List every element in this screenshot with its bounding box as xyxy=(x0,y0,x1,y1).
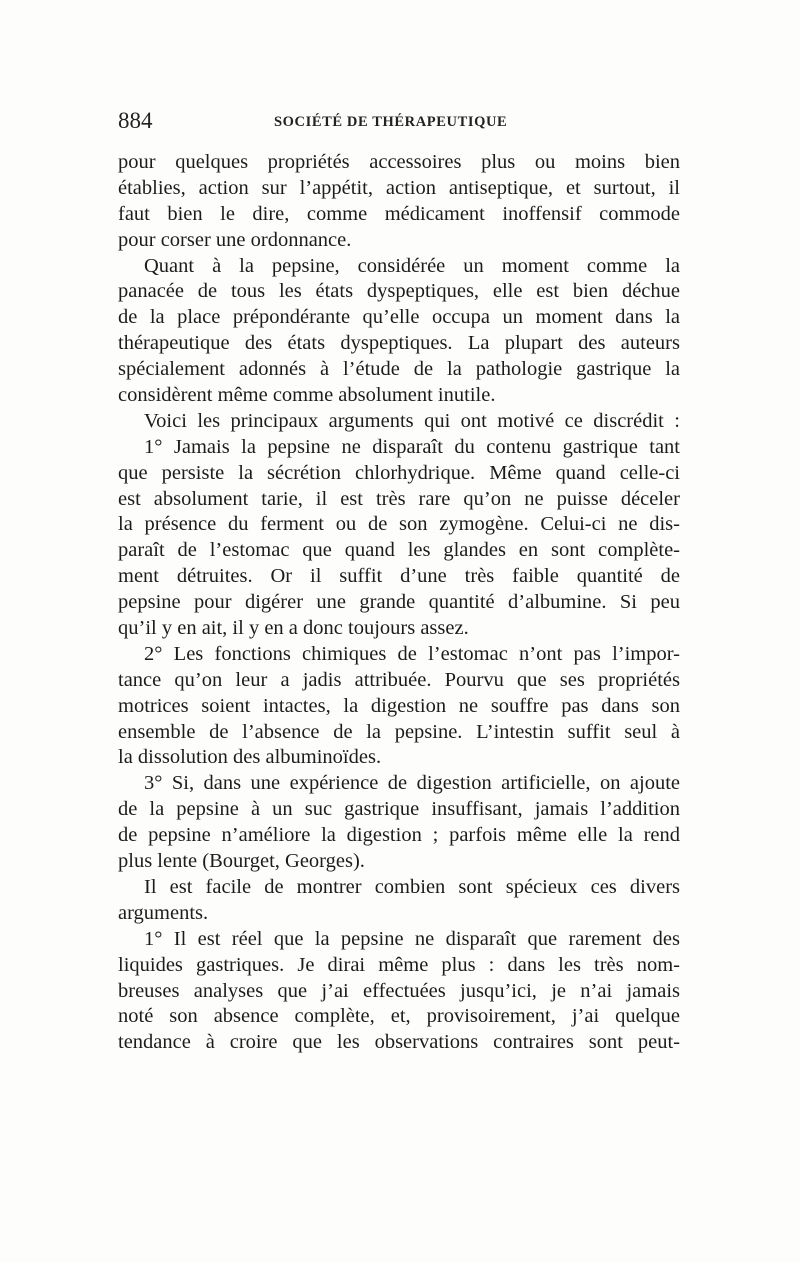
text-line: motrices soient intactes, la digestion ne souffre pas dans son xyxy=(118,694,680,717)
text-line: 2° Les fonctions chimiques de l’estomac n’ont pas l’impor- xyxy=(144,642,680,665)
text-line: 1° Jamais la pepsine ne disparaît du contenu gastrique tant xyxy=(144,435,680,458)
running-title: SOCIÉTÉ DE THÉRAPEUTIQUE xyxy=(274,114,508,130)
text-line: la dissolution des albuminoïdes. xyxy=(118,746,382,769)
text-line: pour quelques propriétés accessoires plus ou moins bien xyxy=(118,151,680,173)
text-line: considèrent même comme absolument inutile. xyxy=(118,384,496,407)
text-line: qu’il y en ait, il y en a donc toujours assez. xyxy=(118,617,469,640)
text-line: Il est facile de montrer combien sont spécieux ces divers xyxy=(144,875,680,898)
text-line: pour corser une ordonnance. xyxy=(118,228,352,251)
page-number: 884 xyxy=(118,108,153,133)
text-line: 3° Si, dans une expérience de digestion artificielle, on ajoute xyxy=(144,772,680,795)
text-line: breuses analyses que j’ai effectuées jusqu’ici, je n’ai jamais xyxy=(118,979,680,1002)
text-line: thérapeutique des états dyspeptiques. La plupart des auteurs xyxy=(118,332,680,355)
text-line: de la place prépondérante qu’elle occupa un moment dans la xyxy=(118,306,680,329)
text-line: tendance à croire que les observations contraires sont peut- xyxy=(118,1031,680,1054)
text-line: plus lente (Bourget, Georges). xyxy=(118,850,365,873)
text-line: tance qu’on leur a jadis attribuée. Pourvu que ses propriétés xyxy=(118,668,680,691)
text-line: la présence du ferment ou de son zymogène. Celui-ci ne dis- xyxy=(118,513,680,536)
text-line: Voici les principaux arguments qui ont motivé ce discrédit : xyxy=(144,409,680,432)
text-line: est absolument tarie, il est très rare qu’on ne puisse déceler xyxy=(118,487,680,510)
text-line: faut bien le dire, comme médicament inoffensif commode xyxy=(118,202,680,225)
text-line: établies, action sur l’appétit, action antiseptique, et surtout, il xyxy=(118,176,680,199)
text-line: de la pepsine à un suc gastrique insuffisant, jamais l’addition xyxy=(118,798,680,821)
text-line: ensemble de l’absence de la pepsine. L’intestin suffit seul à xyxy=(118,720,680,743)
text-line: ment détruites. Or il suffit d’une très faible quantité de xyxy=(118,565,680,588)
text-line: panacée de tous les états dyspeptiques, elle est bien déchue xyxy=(118,280,680,303)
text-line: liquides gastriques. Je dirai même plus : dans les très nom- xyxy=(118,953,680,976)
text-line: spécialement adonnés à l’étude de la pathologie gastrique la xyxy=(118,358,680,381)
text-line: 1° Il est réel que la pepsine ne disparaît que rarement des xyxy=(144,927,680,950)
text-line: paraît de l’estomac que quand les glandes en sont complète- xyxy=(118,539,680,562)
body-text xyxy=(118,150,680,1056)
text-line: que persiste la sécrétion chlorhydrique. Même quand celle-ci xyxy=(118,461,680,484)
text-line: noté son absence complète, et, provisoirement, j’ai quelque xyxy=(118,1005,680,1028)
text-line: arguments. xyxy=(118,901,209,924)
page-header xyxy=(118,108,682,142)
text-line: pepsine pour digérer une grande quantité d’albumine. Si peu xyxy=(118,591,680,614)
text-line: de pepsine n’améliore la digestion ; parfois même elle la rend xyxy=(118,824,680,847)
text-line: Quant à la pepsine, considérée un moment comme la xyxy=(144,254,680,277)
